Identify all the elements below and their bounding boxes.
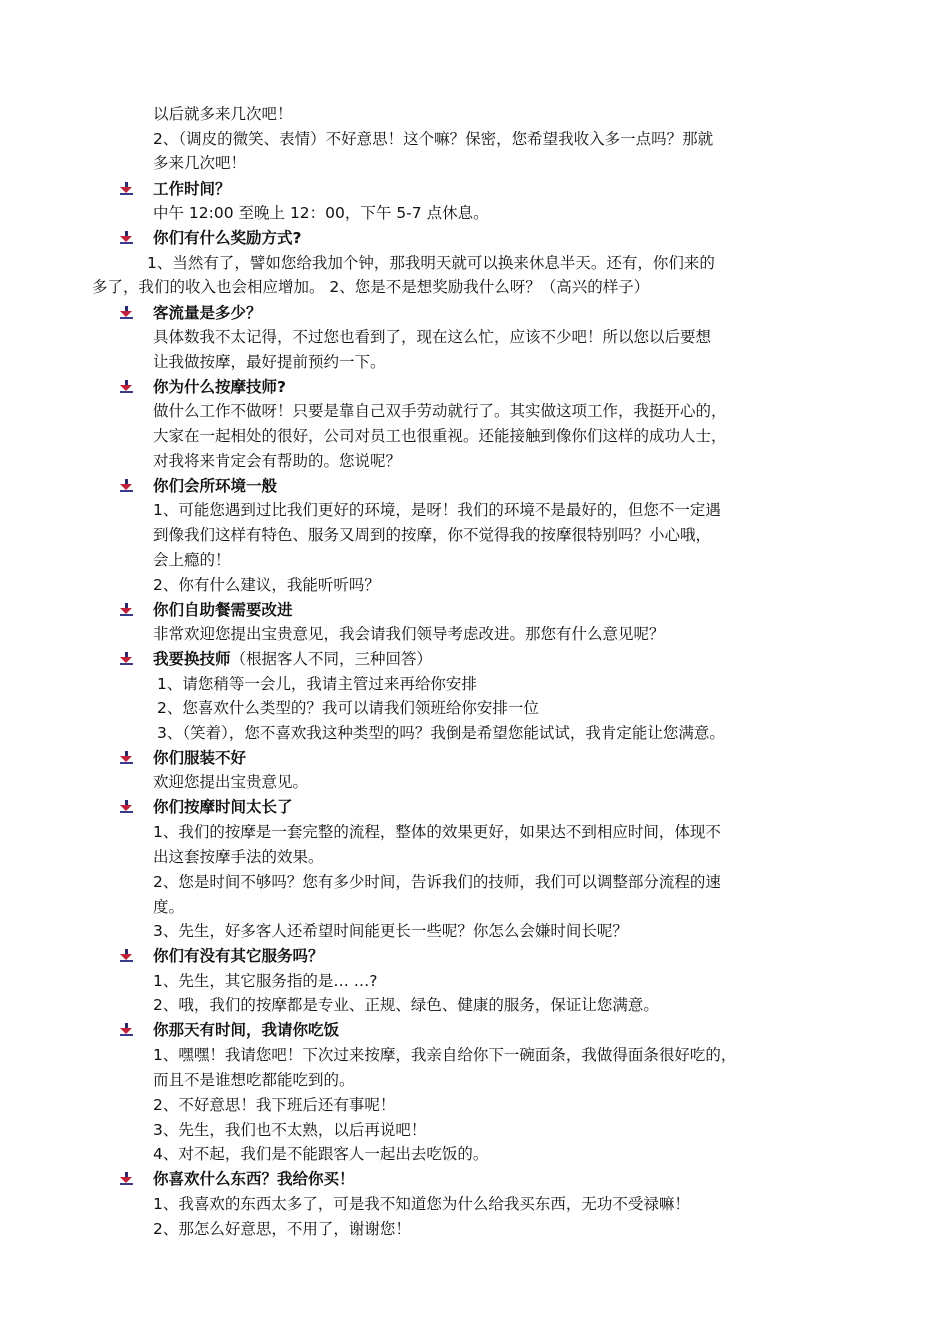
question-heading xyxy=(153,748,246,768)
heading-text: 你那天有时间，我请你吃饭 xyxy=(153,1021,340,1039)
line-text: 对我将来肯定会有帮助的。您说呢？ xyxy=(153,452,402,470)
answer-line xyxy=(153,575,380,595)
line-text: 度。 xyxy=(153,898,185,916)
question-heading xyxy=(153,1020,339,1040)
question-heading xyxy=(153,179,231,199)
line-text: 让我做按摩，最好提前预约一下。 xyxy=(153,353,386,371)
heading-text: 你喜欢什么东西？我给你买！ xyxy=(153,1170,355,1188)
answer-line xyxy=(153,153,246,173)
answer-line xyxy=(153,401,727,421)
line-text: 做什么工作不做呀！只要是靠自己双手劳动就行了。其实做这项工作，我挺开心的， xyxy=(153,402,727,420)
line-text: 4、对不起，我们是不能跟客人一起出去吃饭的。 xyxy=(153,1145,489,1163)
answer-line xyxy=(153,822,721,842)
answer-line xyxy=(153,872,721,892)
arrow-down-bullet-icon xyxy=(119,602,133,618)
question-heading xyxy=(153,377,286,397)
line-text: 具体数我不太记得，不过您也看到了，现在这么忙，应该不少吧！所以您以后要想 xyxy=(153,328,712,346)
answer-line xyxy=(153,1219,411,1239)
line-text: 1、当然有了，譬如您给我加个钟，那我明天就可以换来休息半天。还有，你们来的 xyxy=(147,254,715,272)
answer-line xyxy=(153,1095,395,1115)
question-heading xyxy=(153,303,262,323)
answer-line xyxy=(153,1120,426,1140)
line-text: 1、可能您遇到过比我们更好的环境，是呀！我们的环境不是最好的，但您不一定遇 xyxy=(153,501,721,519)
answer-line xyxy=(153,1070,355,1090)
heading-text: 客流量是多少？ xyxy=(153,304,262,322)
answer-line xyxy=(153,772,308,792)
question-heading xyxy=(153,797,293,817)
line-text: 1、我们的按摩是一套完整的流程，整体的效果更好，如果达不到相应时间，体现不 xyxy=(153,823,721,841)
arrow-down-bullet-icon xyxy=(119,181,133,197)
line-text: 2、您喜欢什么类型的？我可以请我们领班给你安排一位 xyxy=(157,699,539,717)
arrow-down-bullet-icon xyxy=(119,379,133,395)
heading-text: 你们会所环境一般 xyxy=(153,477,278,495)
arrow-down-bullet-icon xyxy=(119,651,133,667)
line-text: 非常欢迎您提出宝贵意见，我会请我们领导考虑改进。那您有什么意见呢？ xyxy=(153,625,665,643)
answer-line xyxy=(153,352,386,372)
line-text: 多来几次吧！ xyxy=(153,154,247,172)
line-text: 3、（笑着），您不喜欢我这种类型的吗？我倒是希望您能试试，我肯定能让您满意。 xyxy=(157,724,725,742)
heading-text: 你们服装不好 xyxy=(153,749,247,767)
arrow-down-bullet-icon xyxy=(119,230,133,246)
answer-line xyxy=(153,971,378,991)
answer-line xyxy=(153,624,665,644)
line-text: 而且不是谁想吃都能吃到的。 xyxy=(153,1071,355,1089)
line-text: 1、请您稍等一会儿，我请主管过来再给你安排 xyxy=(157,675,477,693)
arrow-down-bullet-icon xyxy=(119,478,133,494)
answer-line xyxy=(153,525,711,545)
line-text: 出这套按摩手法的效果。 xyxy=(153,848,324,866)
heading-text: 你们按摩时间太长了 xyxy=(153,798,293,816)
question-heading xyxy=(153,946,324,966)
arrow-down-bullet-icon xyxy=(119,948,133,964)
answer-line xyxy=(153,1194,690,1214)
question-heading xyxy=(153,649,432,669)
line-text: 到像我们这样有特色、服务又周到的按摩，你不觉得我的按摩很特别吗？小心哦， xyxy=(153,526,712,544)
answer-line xyxy=(153,1045,736,1065)
heading-note: （根据客人不同，三种回答） xyxy=(230,650,433,668)
answer-line xyxy=(153,550,231,570)
line-text: 3、先生，我们也不太熟，以后再说吧！ xyxy=(153,1121,427,1139)
line-text: 2、（调皮的微笑、表情）不好意思！这个嘛？保密，您希望我收入多一点吗？那就 xyxy=(153,130,714,148)
arrow-down-bullet-icon xyxy=(119,750,133,766)
line-text: 1、先生，其它服务指的是… …? xyxy=(153,972,378,990)
answer-line xyxy=(153,104,293,124)
arrow-down-bullet-icon xyxy=(119,1022,133,1038)
answer-line xyxy=(153,203,489,223)
answer-line xyxy=(153,921,628,941)
line-text: 2、您是时间不够吗？您有多少时间，告诉我们的技师，我们可以调整部分流程的速 xyxy=(153,873,721,891)
line-text: 多了，我们的收入也会相应增加。 2、您是不是想奖励我什么呀？（高兴的样子） xyxy=(92,278,650,296)
line-text: 2、那怎么好意思，不用了，谢谢您！ xyxy=(153,1220,411,1238)
answer-line xyxy=(147,253,715,273)
answer-line xyxy=(153,1144,488,1164)
line-text: 2、不好意思！我下班后还有事呢！ xyxy=(153,1096,396,1114)
arrow-down-bullet-icon xyxy=(119,799,133,815)
arrow-down-bullet-icon xyxy=(119,1171,133,1187)
answer-line xyxy=(153,451,401,471)
heading-text: 你们有什么奖励方式? xyxy=(153,229,302,247)
line-text: 1、嘿嘿！我请您吧！下次过来按摩，我亲自给你下一碗面条，我做得面条很好吃的， xyxy=(153,1046,737,1064)
question-heading xyxy=(153,600,293,620)
answer-line xyxy=(157,674,477,694)
answer-line xyxy=(153,426,727,446)
answer-line xyxy=(153,327,711,347)
answer-line xyxy=(157,698,539,718)
line-text: 1、我喜欢的东西太多了，可是我不知道您为什么给我买东西，无功不受禄嘛！ xyxy=(153,1195,690,1213)
line-text: 2、哦，我们的按摩都是专业、正规、绿色、健康的服务，保证让您满意。 xyxy=(153,996,659,1014)
heading-text: 你为什么按摩技师? xyxy=(153,378,286,396)
line-text: 会上瘾的！ xyxy=(153,551,231,569)
line-text: 大家在一起相处的很好，公司对员工也很重视。还能接触到像你们这样的成功人士， xyxy=(153,427,727,445)
answer-line xyxy=(153,897,184,917)
answer-line xyxy=(153,995,659,1015)
answer-line xyxy=(153,500,721,520)
line-text: 欢迎您提出宝贵意见。 xyxy=(153,773,309,791)
question-heading xyxy=(153,476,277,496)
question-heading xyxy=(153,1169,355,1189)
heading-text: 你们自助餐需要改进 xyxy=(153,601,293,619)
answer-line xyxy=(153,129,713,149)
heading-text: 你们有没有其它服务吗？ xyxy=(153,947,324,965)
answer-line xyxy=(153,847,324,867)
question-heading xyxy=(153,228,302,248)
heading-text: 工作时间？ xyxy=(153,180,231,198)
line-text: 2、你有什么建议，我能听听吗？ xyxy=(153,576,380,594)
heading-text: 我要换技师 xyxy=(153,650,231,668)
line-text: 3、先生，好多客人还希望时间能更长一些呢？你怎么会嫌时间长呢？ xyxy=(153,922,628,940)
answer-line xyxy=(92,277,649,297)
answer-line xyxy=(157,723,725,743)
line-text: 中午 12:00 至晚上 12：00，下午 5-7 点休息。 xyxy=(153,204,489,222)
arrow-down-bullet-icon xyxy=(119,305,133,321)
line-text: 以后就多来几次吧！ xyxy=(153,105,293,123)
